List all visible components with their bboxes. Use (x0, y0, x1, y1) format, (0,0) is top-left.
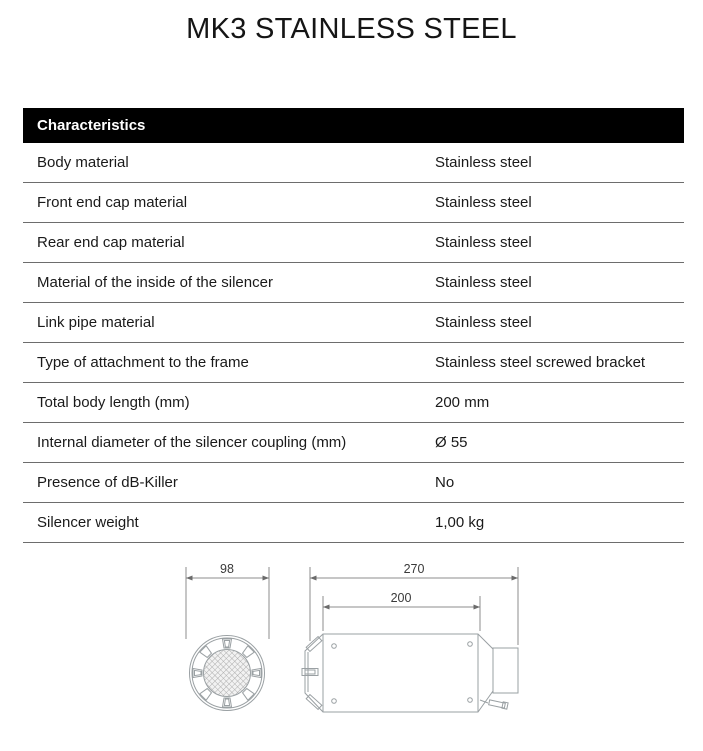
technical-drawing (0, 545, 703, 751)
front-view-dimension-label: 98 (220, 562, 234, 576)
row-value: 200 mm (435, 394, 490, 411)
row-value: Stainless steel screwed bracket (435, 354, 646, 371)
side-view (302, 562, 518, 712)
table-row (23, 183, 684, 223)
row-value: Stainless steel (435, 154, 532, 171)
table-row (23, 143, 684, 183)
row-label: Link pipe material (37, 314, 155, 331)
row-value: 1,00 kg (435, 514, 485, 531)
table-row (23, 343, 684, 383)
table-row (23, 383, 684, 423)
side-view-total-dimension-label: 270 (403, 562, 425, 576)
table-row (23, 303, 684, 343)
row-label: Body material (37, 154, 129, 171)
side-view-body-dimension-label: 200 (390, 591, 412, 605)
coupling-pipe (493, 648, 518, 693)
front-view-dimension-98 (186, 567, 269, 639)
row-label: Silencer weight (37, 514, 139, 531)
page-title: MK3 STAINLESS STEEL (186, 13, 517, 45)
row-label: Rear end cap material (37, 234, 185, 251)
row-value: Ø 55 (435, 434, 468, 451)
row-label: Presence of dB-Killer (37, 474, 178, 491)
row-value: Stainless steel (435, 274, 532, 291)
side-view-dimension-270 (310, 567, 518, 645)
row-value: Stainless steel (435, 314, 532, 331)
row-value: Stainless steel (435, 234, 532, 251)
row-label: Internal diameter of the silencer coupling (mm) (37, 434, 347, 451)
front-view (186, 562, 269, 711)
table-row (23, 423, 684, 463)
silencer-body-outline (305, 634, 493, 712)
row-label: Total body length (mm) (37, 394, 190, 411)
row-label: Type of attachment to the frame (37, 354, 249, 371)
bracket-pin (480, 700, 508, 709)
table-row (23, 223, 684, 263)
characteristics-table (23, 108, 684, 543)
row-label: Front end cap material (37, 194, 188, 211)
table-row (23, 263, 684, 303)
table-row (23, 503, 684, 543)
row-label: Material of the inside of the silencer (37, 274, 273, 291)
row-value: Stainless steel (435, 194, 532, 211)
silencer-mesh (204, 650, 251, 697)
table-header: Characteristics (23, 108, 684, 143)
table-row (23, 463, 684, 503)
row-value: No (435, 474, 455, 491)
